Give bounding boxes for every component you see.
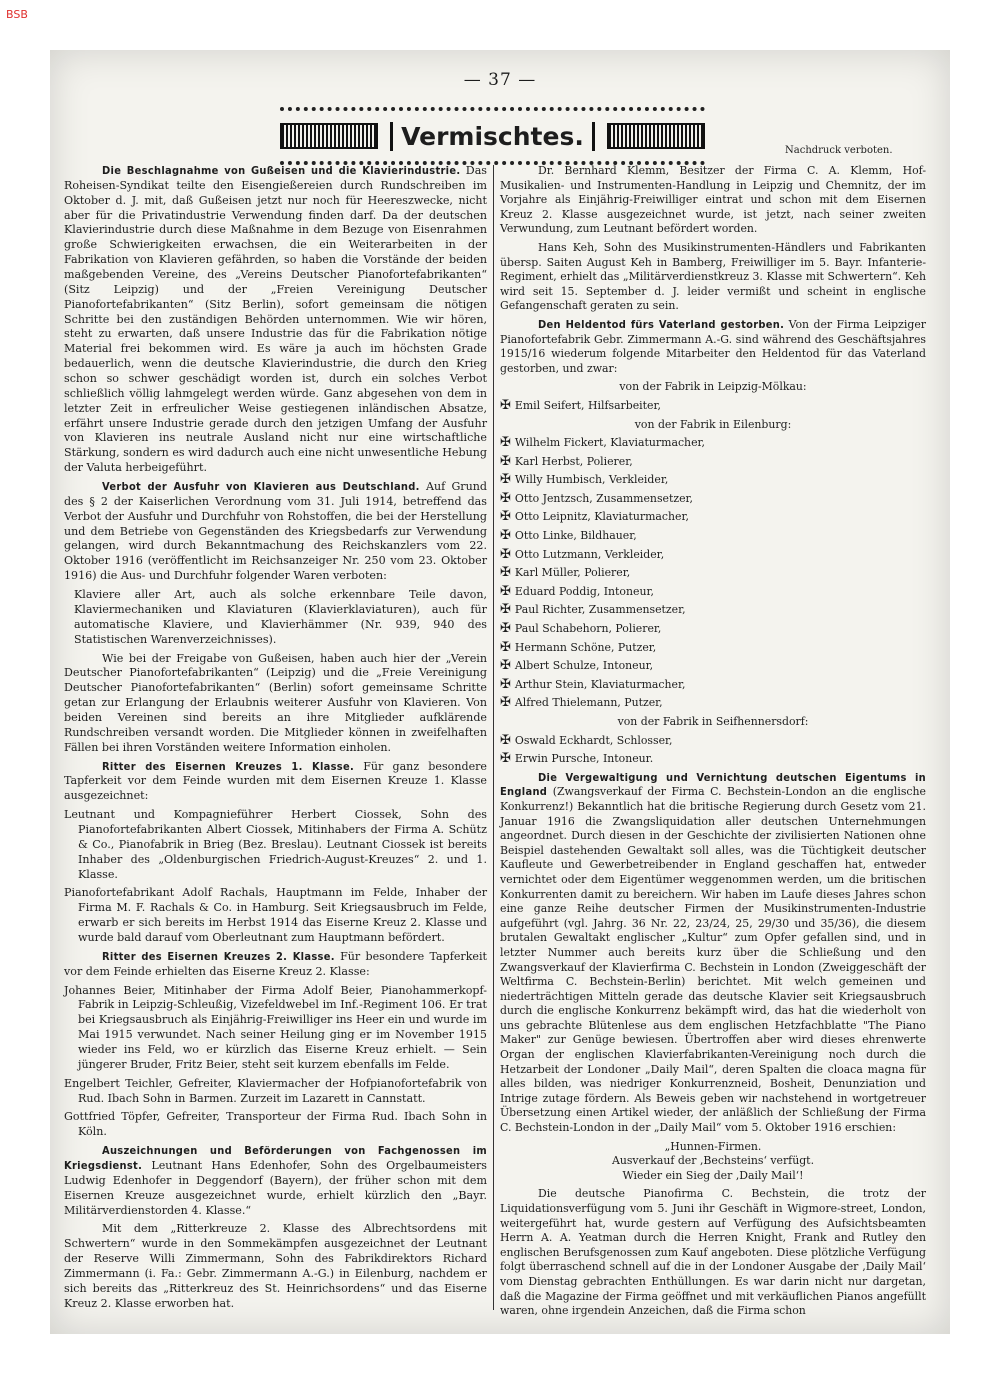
quote-text: Die deutsche Pianofirma C. Bechstein, die trotz der Liquidationsverfügung vom 5. Juni ihr Geschäft in Wigmore-street, London, weitergeführt hat, wurde gestern auf Verfügung des Aufsichtsbeamten Herrn A. A. Yeatman durch die Herren Knight, Frank and Rutley den englischen Berufsgenossen zum Kauf angeboten. Diese plötzliche Verfügung folgt überraschend schnell auf die in der Londoner Ausgabe der ‚Daily Mail‘ vom Dienstag gebrachten Enthüllungen. Es war darin nicht nur dargetan, daß die Magazine der Firma geöffnet und mit verkäuflichen Pianos angefüllt waren, ohne irgendein Anzeichen, daß die Firma schon [500,1187,926,1318]
fallen-person-name: Hermann Schöne, Putzer, [514,640,657,654]
iron-cross-icon: ✠ [500,583,511,599]
quote-subtitle: Ausverkauf der ‚Bechsteins‘ verfügt. [611,1154,815,1168]
iron-cross-icon: ✠ [500,528,511,544]
forbidden-goods-list: Klaviere aller Art, auch als solche erkennbare Teile davon, Klaviermechaniken und Klaviaturen (Klavierklaviaturen), auch für automatische Klaviere, und Klavierhämmer (Nr. 939, 940 des Statistischen Warenverzeichnisses). [74,588,487,646]
iron-cross-icon: ✠ [500,546,511,562]
article-heading: Ritter des Eisernen Kreuzes 2. Klasse. [102,949,335,963]
fallen-person-name: Willy Humbisch, Verkleider, [514,473,669,487]
iron-cross-icon: ✠ [500,509,511,525]
article-gusseisen [64,164,487,476]
fallen-person [500,752,926,767]
article-text: Für ganz besondere Tapferkeit vor dem Feinde wurden mit dem Eisernen Kreuze 1. Klasse ausgezeichnet: [64,759,488,803]
iron-cross-icon: ✠ [500,751,511,767]
article-heading: Die Beschlagnahme von Gußeisen und die Klavierindustrie. [102,164,461,177]
article-heldentod [500,318,926,376]
ornament-bar-left [280,123,378,149]
article-text: Dr. Bernhard Klemm, Besitzer der Firma C. A. Klemm, Hof-Musikalien- und Instrumenten-Handlung in Leipzig und Chemnitz, der im Vorjahre als Einjährig-Freiwilliger eintrat und schon mit dem Eisernen Kreuz 2. Klasse ausgezeichnet wurde, ist jetzt, nach seiner zweiten Verwundung, zum Leutnant befördert worden. [500,164,926,236]
article-vergewaltigung [500,771,926,1136]
left-column [64,164,487,1316]
article-heading: Den Heldentod fürs Vaterland gestorben. [538,317,785,331]
fallen-person [500,734,926,749]
iron-cross-icon: ✠ [500,602,511,618]
iron-cross-icon: ✠ [500,565,511,581]
page-number: — 37 — [463,70,537,90]
right-column [500,164,926,1323]
fallen-list-moelkau [500,399,926,414]
fallen-person [500,659,926,674]
iron-cross-icon: ✠ [500,676,511,692]
factory-location: von der Fabrik in Leipzig-Mölkau: [619,380,807,394]
fallen-person-name: Karl Herbst, Polierer, [514,454,633,468]
library-stamp: BSB [6,8,28,21]
fallen-person [500,529,926,544]
article-text: Das Roheisen-Syndikat teilte den Eisengießereien durch Rundschreiben im Oktober d. J. mit, daß Gußeisen jetzt nur noch für Heereszwecke, nicht aber für die Privatindustrie Verwendung finden darf. Da der deutschen Klavierindustrie durch diese Maßnahme in dem Bezuge von Eisenrahmen große Schwierigkeiten erwachsen, die ein Weiterarbeiten in der Fabrikation von Klavieren gefährden, so haben die Vorstände der beiden maßgebenden Vereine, des „Vereins Deutscher Pianofortefabrikanten“ (Sitz Leipzig) und der „Freien Vereinigung Deutscher Pianofortefabrikanten“ (Sitz Berlin), sofort gemeinsam die nötigen Schritte bei den zuständigen Behörden unternommen. Wie wir hören, steht zu erwarten, daß unsere Industrie das für die Fabrikation nötige Material frei bekommen wird. Es wäre ja auch im höchsten Grade bedauerlich, wenn die deutsche Klavierindustrie, die durch den Krieg schon so schwer geschädigt worden ist, durch ein solches Verbot schließlich völlig lahmgelegt werden würde. Ganz abgesehen von dem in letzter Zeit in erfreulicher Weise gestiegenen inländischen Absatze, erfährt unsere Industrie gerade durch den jetzigen Umfang der Ausfuhr von Klavieren ins neutrale Ausland nicht nur eine wirtschaftliche Stärkung, sondern es wird dadurch auch eine nicht unwesentliche Hebung der Valuta herbeigeführt. [64,164,487,475]
award-entry: Engelbert Teichler, Gefreiter, Klaviermacher der Hofpianofortefabrik von Rud. Ibach Sohn in Barmen. Zurzeit im Lazarett in Cannstatt. [64,1076,487,1105]
section-title: Vermischtes. [390,122,595,151]
article-heading: Verbot der Ausfuhr von Klavieren aus Deutschland. [102,480,420,494]
ornament-bar-right [607,123,705,149]
fallen-person-name: Otto Linke, Bildhauer, [514,529,637,543]
article-text: Wie bei der Freigabe von Gußeisen, haben auch hier der „Verein Deutscher Pianofortefabrikanten“ (Leipzig) und die „Freie Vereinigung Deutscher Pianofortefabrikanten“ (Berlin) sofort gemeinsame Schritte getan zur Erlangung der Erlaubnis weiterer Ausfuhr von Klavieren. Von beiden Vereinen sind bereits an ihre Mitglieder aufklärende Rundschreiben versandt worden. Die Mitglieder können in zweifelhaften Fällen bei ihren Vorständen weitere Information einholen. [64,651,487,754]
award-entry: Pianofortefabrikant Adolf Rachals, Hauptmann im Felde, Inhaber der Firma M. F. Rachals & Co. in Hamburg. Seit Kriegsausbruch im Felde, erwarb er sich bereits im Herbst 1914 das Eiserne Kreuz 2. Klasse und wurde bald darauf vom Oberleutnant zum Hauptmann befördert. [64,886,487,944]
article-text: Leutnant Hans Edenhofer, Sohn des Orgelbaumeisters Ludwig Edenhofer in Deggendorf (Bayern), der früher schon mit dem Eisernen Kreuze ausgezeichnet wurde, erhielt kürzlich den „Bayr. Militärverdienstorden 4. Klasse.“ [64,1159,488,1217]
fallen-person-name: Otto Jentzsch, Zusammensetzer, [514,491,694,505]
fallen-person [500,399,926,414]
fallen-person-name: Erwin Pursche, Intoneur. [514,752,654,766]
iron-cross-icon: ✠ [500,453,511,469]
fallen-person-name: Wilhelm Fickert, Klaviaturmacher, [514,436,705,450]
iron-cross-icon: ✠ [500,621,511,637]
iron-cross-icon: ✠ [500,435,511,451]
article-ek1 [64,760,487,805]
fallen-person [500,585,926,600]
iron-cross-icon: ✠ [500,732,511,748]
fallen-list-seifhennersdorf [500,734,926,767]
article-text: Auf Grund des § 2 der Kaiserlichen Verordnung vom 31. Juli 1914, betreffend das Verbot der Ausfuhr und Durchfuhr von Rohstoffen, die bei der Herstellung und dem Betriebe von Gegenständen des Kriegsbedarfs zur Verwendung gelangen, wird durch Bekanntmachung des Reichskanzlers vom 22. Oktober 1916 (veröffentlicht im Reichsanzeiger Nr. 250 vom 23. Oktober 1916) die Aus- und Durchfuhr folgender Waren verboten: [64,480,487,583]
fallen-person [500,436,926,451]
fallen-person [500,566,926,581]
fallen-person [500,492,926,507]
fallen-person-name: Albert Schulze, Intoneur, [514,659,654,673]
article-text: Hans Keh, Sohn des Musikinstrumenten-Händlers und Fabrikanten übersp. Saiten August Keh in Bamberg, Freiwilliger im 5. Bayr. Infanterie-Regiment, erhielt das „Militärverdienstkreuz 3. Klasse mit Schwertern“. Keh wird seit 15. September d. J. leider vermißt und scheint in englische Gefangenschaft geraten zu sein. [500,240,926,313]
fallen-person [500,510,926,525]
award-entry: Leutnant und Kompagnieführer Herbert Ciossek, Sohn des Pianofortefabrikanten Albert Ciossek, Mitinhabers der Firma A. Schütz & Co., Pianofabrik in Brieg (Bez. Breslau). Leutnant Ciossek ist bereits Inhaber des „Oldenburgischen Friedrich-August-Kreuzes“ 2. und 1. Klasse. [64,808,487,881]
fallen-person [500,696,926,711]
fallen-person [500,473,926,488]
iron-cross-icon: ✠ [500,695,511,711]
fallen-person-name: Otto Lutzmann, Verkleider, [514,547,665,561]
iron-cross-icon: ✠ [500,397,511,413]
fallen-person [500,548,926,563]
fallen-person [500,641,926,656]
fallen-person [500,622,926,637]
section-banner [280,107,705,165]
fallen-person [500,678,926,693]
article-ausfuhr [64,480,487,584]
article-ek2 [64,950,487,980]
iron-cross-icon: ✠ [500,639,511,655]
quote-subtitle: Wieder ein Sieg der ‚Daily Mail‘! [622,1168,804,1182]
award-entry: Gottfried Töpfer, Gefreiter, Transporteur der Firma Rud. Ibach Sohn in Köln. [64,1110,487,1139]
fallen-person-name: Otto Leipnitz, Klaviaturmacher, [514,510,689,524]
fallen-person [500,603,926,618]
reprint-notice: Nachdruck verboten. [785,145,893,156]
fallen-person-name: Alfred Thielemann, Putzer, [514,696,663,710]
fallen-person [500,455,926,470]
fallen-person-name: Karl Müller, Polierer, [514,566,631,580]
fallen-person-name: Emil Seifert, Hilfsarbeiter, [514,398,661,412]
factory-location: von der Fabrik in Seifhennersdorf: [617,715,809,728]
fallen-person-name: Eduard Poddig, Intoneur, [514,584,654,598]
award-entry: Johannes Beier, Mitinhaber der Firma Adolf Beier, Pianohammerkopf-Fabrik in Leipzig-Schleußig, Vizefeldwebel im Inf.-Regiment 106. Er trat bei Kriegsausbruch als Einjährig-Freiwilliger ins Heer ein und wurde im Mai 1915 verwundet. Nach seiner Heilung ging er im November 1915 wieder ins Feld, wo er kürzlich das Eiserne Kreuz erhielt. — Sein jüngerer Bruder, Fritz Beier, steht seit kurzem ebenfalls im Felde. [64,983,487,1071]
article-auszeichnungen [64,1144,487,1218]
article-text: Von der Firma Leipziger Pianofortefabrik Gebr. Zimmermann A.-G. sind während des Geschäftsjahres 1915/16 wiederum folgende Mitarbeiter den Heldentod für das Vaterland gestorben, und zwar: [500,317,926,375]
fallen-person-name: Oswald Eckhardt, Schlosser, [514,733,673,747]
iron-cross-icon: ✠ [500,472,511,488]
fallen-list-eilenburg [500,436,926,711]
fallen-person-name: Arthur Stein, Klaviaturmacher, [514,677,686,691]
article-text: Mit dem „Ritterkreuze 2. Klasse des Albrechtsordens mit Schwertern“ wurde in den Sommekämpfen ausgezeichnet der Leutnant der Reserve Willi Zimmermann, Sohn des Fabrikdirektors Richard Zimmermann (i. Fa.: Gebr. Zimmermann A.-G.) in Eilenburg, nachdem er sich bereits das „Ritterkreuz des St. Heinrichsordens“ und das Eiserne Kreuz 2. Klasse erworben hat. [64,1222,487,1310]
article-text: (Zwangsverkauf der Firma C. Bechstein-London an die englische Konkurrenz!) Bekanntlich hat die britische Regierung durch Gesetz vom 21. Januar 1916 die Zwangsliquidation aller deutschen Unternehmungen angeordnet. Durch diesen in der Geschichte der zivilisierten Nationen ohne Beispiel dastehenden Gewaltakt soll alles, was die Tüchtigkeit deutscher Kaufleute und Gewerbetreibender in England geschaffen hat, entweder vernichtet oder dem Eigentümer weggenommen werden, um die britischen Konkurrenten damit zu bereichern. Wir haben im Laufe dieses Jahres schon eine ganze Reihe deutscher Firmen der Musikinstrumenten-Industrie aufgeführt (vgl. Jahrg. 36 Nr. 22, 23/24, 25, 29/30 und 35/36), die diesem brutalen Gewaltakt englischer „Kultur“ zum Opfer gefallen sind, und in letzter Nummer auch bereits kurz über die Schließung und den Zwangsverkauf der Klavierfirma C. Bechstein in London (Zweiggeschäft der Weltfirma C. Bechstein-Berlin) berichtet. Mit welch gemeinen und niederträchtigen Mitteln gerade das deutsche Klavier seit Kriegsausbruch durch die englische Konkurrenz bekämpft wird, das hat die wiederholt von uns gebrachte Blütenlese aus dem englischen Hetzfachblatte "The Piano Maker" zur Genüge bewiesen. Übertroffen aber wird dieses ehrenwerte Organ der englischen Klavierfabrikanten-Vereinigung noch durch die Hetzarbeit der Londoner „Daily Mail“, deren Spalten die cloaca magna für alles bilden, was niedriger Konkurrenzneid, Bosheit, Denunziation und Intrige zutage fördern. Als Beweis geben wir nachstehend in wortgetreuer Übersetzung einen Artikel wieder, der anläßlich der Schließung der Firma C. Bechstein-London in der „Daily Mail“ vom 5. Oktober 1916 erschien: [500,785,926,1135]
article-heading: Auszeichnungen und Beförderungen von Fachgenossen im Kriegsdienst. [64,1144,487,1172]
column-divider [493,165,494,1310]
iron-cross-icon: ✠ [500,658,511,674]
article-heading: Ritter des Eisernen Kreuzes 1. Klasse. [102,759,355,773]
article-text: Für besondere Tapferkeit vor dem Feinde erhielten das Eiserne Kreuz 2. Klasse: [64,949,487,978]
article-heading: Die Vergewaltigung und Vernichtung deutschen Eigentums in England [500,770,926,799]
factory-location: von der Fabrik in Eilenburg: [634,417,792,431]
fallen-person-name: Paul Schabehorn, Polierer, [514,622,662,636]
iron-cross-icon: ✠ [500,490,511,506]
fallen-person-name: Paul Richter, Zusammensetzer, [514,603,686,617]
quote-title: „Hunnen-Firmen. [664,1139,762,1153]
